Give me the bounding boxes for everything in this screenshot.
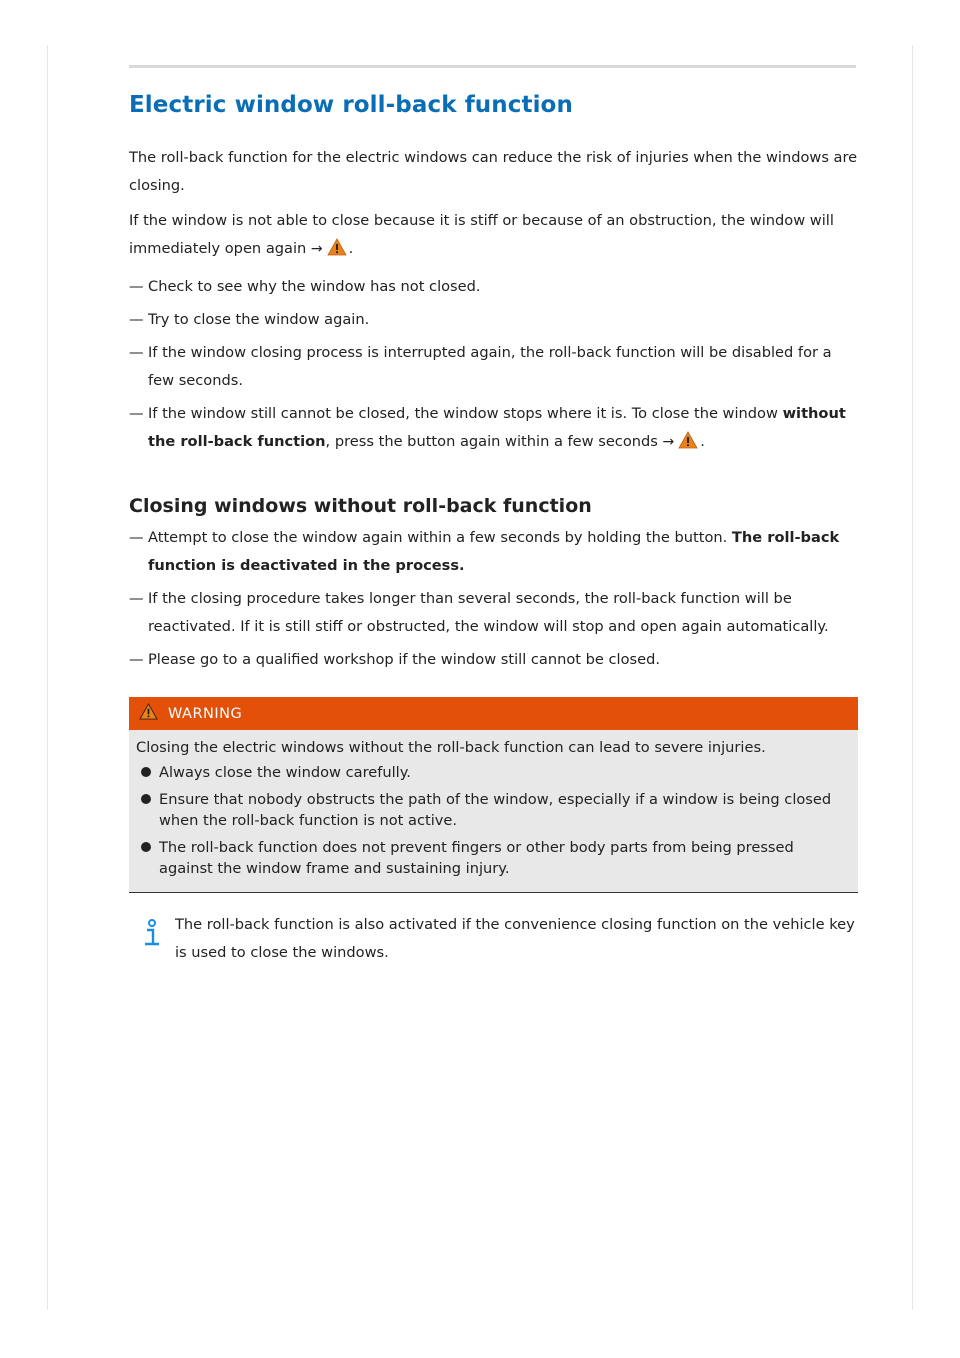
intro-paragraph-2-text: If the window is not able to close because it is stiff or because of an obstruction, the window will immediately open again	[129, 212, 834, 257]
step-item	[129, 646, 859, 674]
warning-list	[136, 762, 850, 879]
step-text: Please go to a qualified workshop if the window still cannot be closed.	[148, 651, 661, 668]
dash-bullet	[129, 585, 144, 613]
step-item	[129, 273, 859, 301]
warning-item-text: Ensure that nobody obstructs the path of the window, especially if a window is being closed when the roll-back function is not active.	[159, 791, 832, 829]
warning-item	[136, 762, 850, 783]
step-text-suffix: , press the button again within a few seconds	[325, 433, 658, 450]
warning-intro: Closing the electric windows without the roll-back function can lead to severe injuries.	[136, 739, 766, 756]
step-text-bold: The roll-back function is deactivated in the process.	[148, 529, 840, 574]
info-note	[129, 911, 859, 967]
step-text-bold: without the roll-back function	[148, 405, 846, 450]
period: .	[348, 240, 354, 257]
reference-arrow: →	[310, 241, 323, 257]
dash-bullet	[129, 339, 144, 367]
step-text: Try to close the window again.	[148, 311, 370, 328]
step-item	[129, 306, 859, 334]
subsection-title: Closing windows without roll-back function	[129, 495, 592, 517]
dash-bullet	[129, 400, 144, 428]
step-text: If the closing procedure takes longer than several seconds, the roll-back function will be reactivated. If it is still stiff or obstructed, the window will stop and open again automatically.	[148, 590, 829, 635]
warning-body	[129, 730, 858, 892]
top-rule	[129, 65, 856, 68]
warning-item	[136, 789, 850, 831]
steps-list	[129, 273, 859, 459]
note-text: The roll-back function is also activated if the convenience closing function on the vehicle key is used to close the windows.	[175, 916, 855, 961]
bullet-dot	[141, 842, 151, 852]
warning-label: WARNING	[168, 705, 243, 722]
dash-bullet	[129, 306, 144, 334]
warning-item-text: Always close the window carefully.	[159, 764, 411, 781]
warning-triangle-icon[interactable]	[327, 238, 347, 266]
section-title: Electric window roll-back function	[129, 92, 573, 118]
intro-paragraph-1: The roll-back function for the electric windows can reduce the risk of injuries when the windows are closing.	[129, 149, 858, 194]
warning-triangle-icon	[139, 703, 158, 724]
step-text: Attempt to close the window again within a few seconds by holding the button.	[148, 529, 732, 546]
document-content	[129, 88, 859, 967]
reference-arrow: →	[662, 434, 675, 450]
step-item	[129, 400, 859, 459]
period: .	[700, 433, 705, 450]
intro-paragraph-2	[129, 207, 859, 266]
dash-bullet	[129, 273, 144, 301]
info-icon	[142, 919, 162, 959]
step-item	[129, 585, 859, 641]
warning-header	[129, 697, 858, 730]
subsection-steps-list	[129, 524, 859, 674]
page-frame-right	[912, 45, 913, 1310]
dash-bullet	[129, 646, 144, 674]
warning-box	[129, 697, 858, 893]
step-text: If the window closing process is interrupted again, the roll-back function will be disabled for a few seconds.	[148, 344, 832, 389]
step-item	[129, 339, 859, 395]
bullet-dot	[141, 767, 151, 777]
warning-item	[136, 837, 850, 879]
page-frame-left	[47, 45, 48, 1310]
warning-item-text: The roll-back function does not prevent fingers or other body parts from being pressed against the window frame and sustaining injury.	[159, 839, 794, 877]
step-text: Check to see why the window has not closed.	[148, 278, 481, 295]
step-item	[129, 524, 859, 580]
dash-bullet	[129, 524, 144, 552]
bullet-dot	[141, 794, 151, 804]
warning-triangle-icon[interactable]	[678, 431, 698, 459]
step-text-prefix: If the window still cannot be closed, the window stops where it is. To close the window	[148, 405, 783, 422]
